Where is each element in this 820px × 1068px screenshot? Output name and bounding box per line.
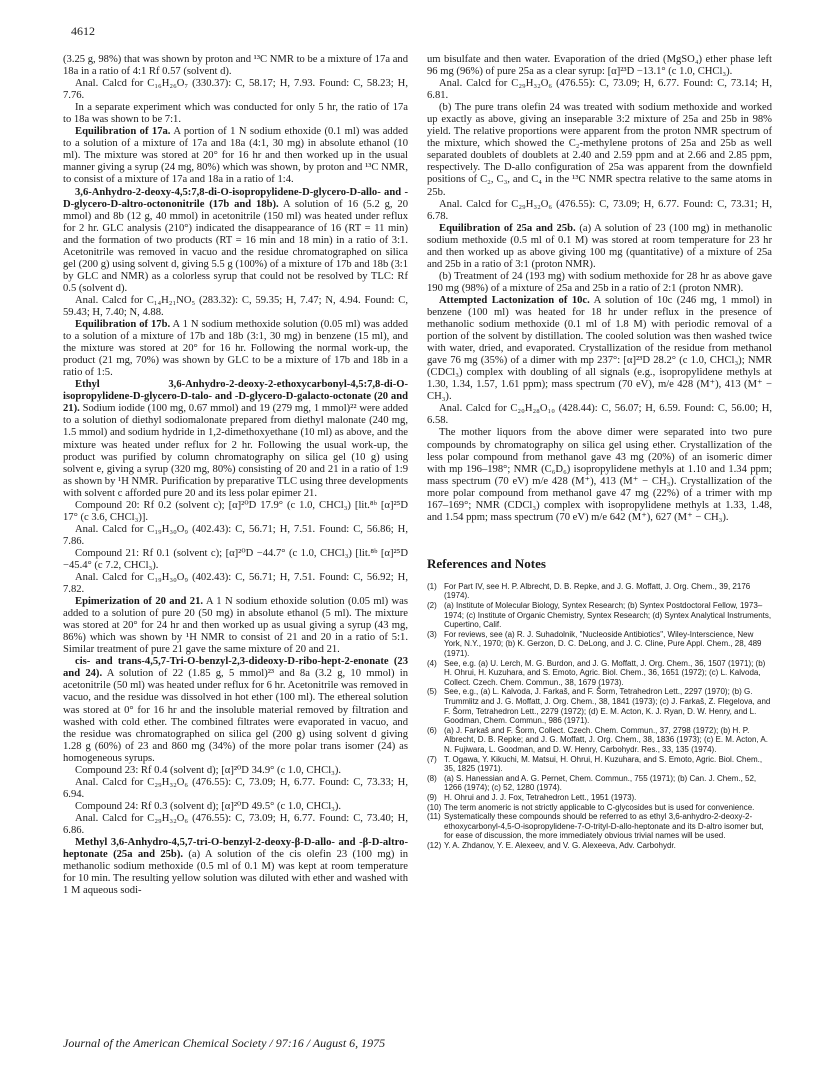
- reference-item: [427, 582, 772, 601]
- reference-text: See, e.g., (a) L. Kalvoda, J. Farkaš, and F. Šorm, Tetrahedron Lett., 2297 (1970); (b) G. Trummlitz and J. G. Moffatt, J. Org. Chem., 38, 1841 (1973); (c) J. Farkaš, Z. Flegelova, and F. Šorm, Tetrahedron Lett., 2279 (1972); (d) E. M. Acton, K. J. Ryan, D. W. Henry, and L. Goodman, Chem. Commun., 986 (1971).: [444, 687, 771, 726]
- paragraph-text: (a) A solution of 23 (100 mg) in methanolic sodium methoxide (0.5 ml of 0.1 M) was stored at room temperature for 23 hr and then worked up as above giving 100 mg (quantitative) of a mixture of 25a and 25b in a ratio of 3:1 (proton NMR).: [427, 222, 772, 270]
- paragraph-text: Anal. Calcd for C₁₆H₂₆O₇ (330.37): C, 58.17; H, 7.93. Found: C, 58.23; H, 7.76.: [63, 78, 408, 102]
- paragraph-text: Compound 21: Rf 0.1 (solvent c); [α]²⁰D −44.7° (c 1.0, CHCl₃) [lit.⁸ᵇ [α]²⁵D −45.4° (c 7.2, CHCl₃).: [63, 547, 408, 571]
- reference-text: (a) Institute of Molecular Biology, Syntex Research; (b) Syntex Postdoctoral Fellow, 1973–1974; (c) Institute of Organic Chemistry, Syntex Research; (d) Syntex Analytical Instruments, Cupertino, Calif.: [444, 601, 772, 630]
- paragraph-text: um bisulfate and then water. Evaporation of the dried (MgSO₄) ether phase left 96 mg (96%) of pure 25a as a clear syrup: [α]²³D −13.1° (c 1.0, CHCl₃).: [427, 54, 772, 78]
- reference-item: [427, 803, 772, 813]
- reference-text: For reviews, see (a) R. J. Suhadolnik, "Nucleoside Antibiotics", Wiley-Interscience, New York, N.Y., 1970; (b) K. Gerzon, D. C. DeLong, and J. C. Cline, Pure Appl. Chem., 28, 489 (1971).: [444, 629, 762, 659]
- section-title: 3,6-Anhydro-2-deoxy-4,5:7,8-di-O-isopropylidene-D-glycero-D-allo- and -D-glycero-D-altro-octononitrile (17b and 18b).: [63, 186, 408, 210]
- section-title: Epimerization of 20 and 21.: [75, 596, 204, 608]
- reference-text: (a) S. Hanessian and A. G. Pernet, Chem. Commun., 755 (1971); (b) Can. J. Chem., 52, 1266 (1974); (c) 52, 1280 (1974).: [444, 773, 757, 793]
- reference-number: (8): [427, 773, 437, 783]
- reference-item: [427, 841, 772, 851]
- reference-text: H. Ohrui and J. J. Fox, Tetrahedron Lett., 1951 (1973).: [444, 792, 637, 802]
- paragraph: [427, 78, 772, 102]
- reference-number: (10): [427, 802, 442, 812]
- reference-text: See, e.g. (a) U. Lerch, M. G. Burdon, and J. G. Moffatt, J. Org. Chem., 36, 1507 (1971); (b) H. Ohrui, H. Kuzuhara, and S. Emoto, Agric. Biol. Chem., 36, 1651 (1972); (c) L. Kalvoda, Collect. Czech. Chem. Commun., 38, 1679 (1973).: [444, 658, 766, 687]
- section-title: Methyl 3,6-Anhydro-4,5,7-tri-O-benzyl-2-deoxy-β-D-allo- and -β-D-altro-heptonate (25a and 25b).: [63, 837, 408, 861]
- paragraph: [427, 54, 772, 78]
- section-title: cis- and trans-4,5,7-Tri-O-benzyl-2,3-dideoxy-D-ribo-hept-2-enonate (23 and 24).: [63, 656, 408, 680]
- paragraph-text: Anal. Calcd for C₂₀H₂₈O₁₀ (428.44): C, 56.07; H, 6.59. Found: C, 56.00; H, 6.58.: [427, 403, 772, 427]
- paragraph: [427, 403, 772, 427]
- paragraph: [63, 187, 408, 295]
- paragraph-text: Compound 24: Rf 0.3 (solvent d); [α]²⁰D 49.5° (c 1.0, CHCl₃).: [75, 800, 342, 812]
- paragraph-text: A solution of 10c (246 mg, 1 mmol) in benzene (100 ml) was heated for 18 hr under reflux in the presence of methanolic sodium methoxide (0.1 ml of 1.8 M) with periodic removal of a portion of the solvent by distillation. The cooled solution was then washed twice with water, dried, and evaporated. Crystallization of the residue from methanol gave 76 mg (35%) of a dimer with mp 237°: [α]²³D 28.2° (c 1.0, CHCl₃); NMR (CDCl₃) complex with doubling of all signals (e.g., isopropylidene methyls at 1.30, 1.34, 1.57, 1.61 ppm); mass spectrum (70 eV), m/e 428 (M⁺), 413 (M⁺ − CH₃).: [427, 294, 772, 403]
- paragraph: [427, 223, 772, 271]
- paragraph: [63, 837, 408, 897]
- paragraph-text: (b) The pure trans olefin 24 was treated with sodium methoxide and worked up exactly as above, giving an inseparable 3:2 mixture of 25a and 25b in 98% yield. The relative proportions were apparent from the proton NMR spectrum of the mixture, which showed the C₂-methylene protons of 25a and 25b as well separated doublets of doublets at 2.40 and 2.59 ppm and at 2.66 and 2.85 ppm, respectively. The D-allo configuration of 25a was apparent from the downfield positions of C₂, C₃, and C₄ in the ¹³C NMR spectra relative to the same atoms in 25b.: [427, 102, 772, 198]
- paragraph-text: Anal. Calcd for C₂₉H₃₂O₆ (476.55): C, 73.09; H, 6.77. Found: C, 73.14; H, 6.81.: [427, 78, 772, 102]
- paragraph-text: (b) Treatment of 24 (193 mg) with sodium methoxide for 28 hr as above gave 190 mg (98%) of a mixture of 25a and 25b in a ratio of 2:1 (proton NMR).: [427, 270, 772, 294]
- paragraph: [63, 78, 408, 102]
- left-column: [63, 54, 408, 897]
- paragraph: [63, 379, 408, 499]
- paragraph: [63, 572, 408, 596]
- reference-number: (11): [427, 812, 441, 822]
- references-heading: References and Notes: [427, 555, 546, 571]
- paragraph: [63, 656, 408, 764]
- paragraph: [63, 126, 408, 186]
- reference-item: [427, 726, 772, 755]
- paragraph: [427, 199, 772, 223]
- paragraph-text: (3.25 g, 98%) that was shown by proton and ¹³C NMR to be a mixture of 17a and 18a in a ratio of 4:1 Rf 0.57 (solvent d).: [63, 54, 408, 78]
- reference-item: [427, 812, 772, 841]
- paragraph-text: In a separate experiment which was conducted for only 5 hr, the ratio of 17a to 18a was shown to be 7:1.: [63, 102, 408, 126]
- section-title: Equilibration of 17a.: [75, 126, 171, 138]
- reference-text: The term anomeric is not strictly applicable to C-glycosides but is used for convenience.: [444, 802, 755, 812]
- paragraph: [63, 548, 408, 572]
- page-number: 4612: [71, 24, 95, 38]
- journal-footer: Journal of the American Chemical Society / 97:16 / August 6, 1975: [63, 1036, 386, 1050]
- paragraph: [427, 102, 772, 198]
- paragraph: [427, 295, 772, 403]
- reference-number: (2): [427, 601, 437, 611]
- paragraph: [63, 295, 408, 319]
- paragraph-text: Anal. Calcd for C₂₉H₃₂O₆ (476.55): C, 73.09; H, 6.77. Found: C, 73.40; H, 6.86.: [63, 812, 408, 836]
- reference-item: [427, 687, 772, 725]
- reference-number: (5): [427, 687, 437, 697]
- reference-number: (6): [427, 725, 437, 735]
- paragraph: [63, 765, 408, 777]
- reference-number: (7): [427, 754, 437, 764]
- paragraph-text: A solution of 16 (5.2 g, 20 mmol) and 8b (12 g, 40 mmol) in acetonitrile (150 ml) was heated under reflux for 2 hr. GLC analysis (210°) indicated the disappearance of 16 (RT = 11 min) and the formation of two products (RT = 16 min and 18 min) in a ratio of 3:1. Acetonitrile was removed in vacuo and the residue chromatographed on silica gel (200 g) using solvent d, giving 5.5 g (100%) of a mixture of 17b and 18b (3:1 by GLC and NMR) as a colorless syrup that could not be resolved by TLC: Rf 0.5 (solvent d).: [63, 198, 408, 294]
- paragraph: [63, 54, 408, 78]
- right-column-body: [427, 54, 772, 524]
- reference-text: Y. A. Zhdanov, Y. E. Alexeev, and V. G. Alexeeva, Adv. Carbohydr.: [444, 840, 676, 850]
- reference-number: (9): [427, 792, 437, 802]
- paragraph: [63, 102, 408, 126]
- right-column: [427, 54, 772, 851]
- paragraph-text: Anal. Calcd for C₁₉H₃₀O₉ (402.43): C, 56.71; H, 7.51. Found: C, 56.86; H, 7.86.: [63, 523, 408, 547]
- paragraph-text: A 1 N sodium ethoxide solution (0.05 ml) was added to a solution of pure 20 (50 mg) in absolute ethanol (5 ml). The mixture was stored at 20° for 24 hr and then worked up as usual giving a syrup (43 mg, 86%) which was shown by ¹H NMR to consist of 21 and 20 in a ratio of 5:1. Similar treatment of pure 21 gave the same mixture of 20 and 21.: [63, 596, 408, 656]
- paragraph-text: Compound 20: Rf 0.2 (solvent c); [α]²⁰D 17.9° (c 1.0, CHCl₃) [lit.⁸ᵇ [α]²⁵D 17° (c 3.6, CHCl₃)].: [63, 499, 408, 523]
- reference-number: (4): [427, 658, 437, 668]
- reference-item: [427, 793, 772, 803]
- paragraph: [63, 524, 408, 548]
- paragraph-text: A 1 N sodium methoxide solution (0.05 ml) was added to a solution of a mixture of 17b and 18b (3:1, 30 mg) in benzene (15 ml), and the mixture was stored at 20° for 16 hr. Following the normal work-up, the product (21 mg, 70%) was shown by GLC to be a mixture of 17b and 18b in a ratio of 1:5.: [63, 319, 408, 379]
- reference-item: [427, 630, 772, 659]
- paragraph: [427, 271, 772, 295]
- paragraph-text: Sodium iodide (100 mg, 0.67 mmol) and 19 (279 mg, 1 mmol)²² were added to a solution of diethyl sodiomalonate prepared from diethyl malonate (240 mg, 1.5 mmol) and sodium hydride in 1,2-dimethoxyethane (10 ml) as above, and the mixture was heated under reflux for 2 hr. Following the usual work-up, the product was purified by column chromatography on silica gel (10 g) using solvent e, giving a syrup (320 mg, 80%) consisting of 20 and 21 in a ratio of 1:9 as shown by ¹H NMR. Purification by preparative TLC using three developments with solvent c afforded pure 20 and its less polar epimer 21.: [63, 403, 408, 499]
- reference-text: For Part IV, see H. P. Albrecht, D. B. Repke, and J. G. Moffatt, J. Org. Chem., 39, 2176 (1974).: [444, 581, 751, 601]
- section-title: Equilibration of 17b.: [75, 319, 171, 331]
- paragraph-text: (a) A solution of the cis olefin 23 (100 mg) in methanolic sodium methoxide (0.5 ml of 0.1 M) was kept at room temperature for 10 min. The resulting yellow solution was diluted with ether and washed with 1 M aqueous sodi-: [63, 849, 408, 897]
- references-list: [427, 582, 772, 851]
- reference-number: (12): [427, 840, 442, 850]
- paragraph: [63, 500, 408, 524]
- paragraph: [63, 813, 408, 837]
- paragraph-text: Anal. Calcd for C₂₉H₃₂O₆ (476.55): C, 73.09; H, 6.77. Found: C, 73.33; H, 6.94.: [63, 776, 408, 800]
- reference-text: Systematically these compounds should be referred to as ethyl 3,6-anhydro-2-deoxy-2-ethoxycarbonyl-4,5-O-isopropylidene-7-O-trityl-D-allo-heptonate and its D-altro isomer but, for ease of discussion, the more immediately obvious trivial names will be used.: [444, 812, 764, 841]
- section-title: Ethyl 3,6-Anhydro-2-deoxy-2-ethoxycarbonyl-4,5:7,8-di-O-isopropylidene-D-glycero-D-talo- and -D-glycero-D-galacto-octonate (20 and 21).: [63, 379, 408, 415]
- paragraph-text: Compound 23: Rf 0.4 (solvent d); [α]²⁰D 34.9° (c 1.0, CHCl₃).: [75, 764, 342, 776]
- reference-text: (a) J. Farkaš and F. Šorm, Collect. Czech. Chem. Commun., 37, 2798 (1972); (b) H. P. Albrecht, D. B. Repke; and J. G. Moffatt, J. Org. Chem., 38, 1836 (1973); (c) E. M. Acton, A. N. Fujiwara, L. Goodman, and D. W. Henry, Carbohydr. Res., 33, 135 (1974).: [444, 725, 768, 754]
- reference-item: [427, 774, 772, 793]
- paragraph: [63, 777, 408, 801]
- paragraph-text: A portion of 1 N sodium ethoxide (0.1 ml) was added to a solution of a mixture of 17a and 18a (4:1, 30 mg) in absolute ethanol (10 ml). The mixture was stored at 20° for 16 hr and then worked up in the usual manner giving a syrup (24 mg, 80%) which was shown, by proton and ¹³C NMR, to consist of a mixture of 17a and 18a in a ratio of 1:4.: [63, 126, 409, 186]
- reference-number: (3): [427, 629, 437, 639]
- paragraph: [63, 596, 408, 656]
- reference-item: [427, 601, 772, 630]
- section-title: Attempted Lactonization of 10c.: [439, 294, 590, 306]
- paragraph: [427, 427, 772, 523]
- reference-number: (1): [427, 581, 437, 591]
- paragraph-text: A solution of 22 (1.85 g, 5 mmol)²³ and 8a (3.2 g, 10 mmol) in acetonitrile (50 ml) was heated under reflux for 6 hr. Acetonitrile was removed in vacuo, and the residue was dissolved in hot ether (100 ml). The ethereal solution was stored at 0° for 16 hr and the insoluble material removed by filtration and washed with cold ether. The combined filtrates were evaporated in vacuo, and the residue was chromatographed on silica gel (200 g) using solvent d giving 1.28 g (60%) of 23 and 860 mg (34%) of the more polar trans isomer (24) as homogeneous syrups.: [63, 668, 408, 764]
- paragraph-text: Anal. Calcd for C₁₉H₃₀O₉ (402.43): C, 56.71; H, 7.51. Found: C, 56.92; H, 7.82.: [63, 572, 408, 596]
- section-title: Equilibration of 25a and 25b.: [439, 222, 576, 234]
- reference-item: [427, 659, 772, 688]
- paragraph: [63, 319, 408, 379]
- reference-text: T. Ogawa, Y. Kikuchi, M. Matsui, H. Ohrui, H. Kuzuhara, and S. Emoto, Agric. Biol. Chem., 35, 1825 (1971).: [444, 754, 763, 774]
- reference-item: [427, 755, 772, 774]
- paragraph-text: The mother liquors from the above dimer were separated into two pure compounds by chromatography on silica gel using ether. Crystallization of the less polar compound from methanol gave 43 mg (20%) of an isomeric dimer with mp 196–198°; NMR (C₆D₆) isopropylidene methyls at 1.10 and 1.34 ppm; mass spectrum (70 eV) m/e 428 (M⁺), 413 (M⁺ − CH₃). Crystallization of the more polar compound from methanol gave 47 mg (22%) of a trimer with mp 167–169°; NMR (CDCl₃) complex with isopropylidene methyls at 1.33, 1.48, and 1.54 ppm; mass spectrum (70 eV) m/e 642 (M⁺), 627 (M⁺ − CH₃).: [427, 427, 772, 523]
- paragraph-text: Anal. Calcd for C₁₄H₂₁NO₅ (283.32): C, 59.35; H, 7.47; N, 4.94. Found: C, 59.43; H, 7.40; N, 4.88.: [63, 294, 408, 318]
- paragraph: [63, 801, 408, 813]
- paragraph-text: Anal. Calcd for C₂₉H₃₂O₆ (476.55): C, 73.09; H, 6.77. Found: C, 73.31; H, 6.78.: [427, 198, 772, 222]
